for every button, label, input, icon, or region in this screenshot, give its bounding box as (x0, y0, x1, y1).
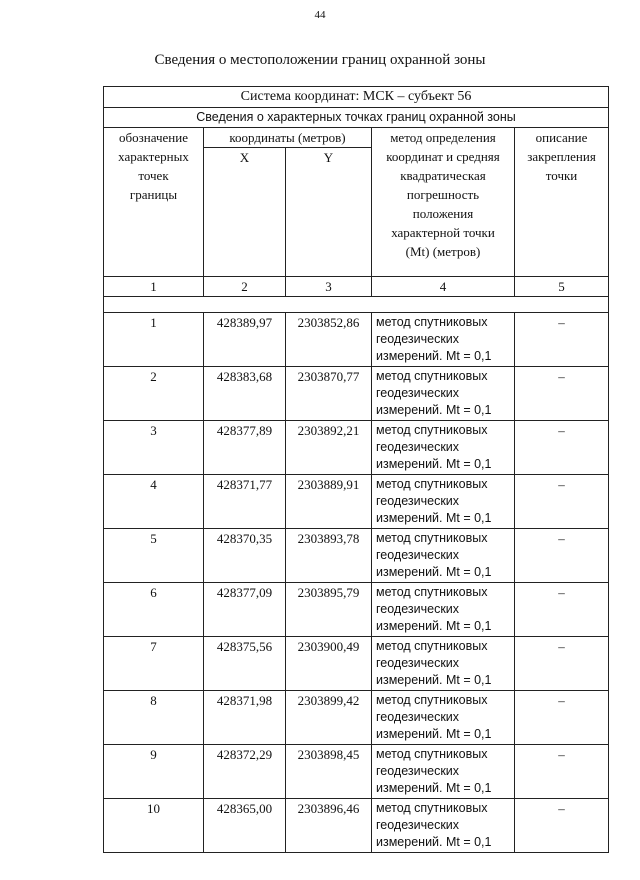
point-number: 7 (104, 637, 204, 691)
column-number: 3 (286, 277, 372, 297)
method-line: измерений. Mt = 0,1 (376, 835, 492, 849)
method-cell (372, 745, 515, 799)
point-number: 5 (104, 529, 204, 583)
x-coordinate: 428372,29 (204, 745, 286, 799)
method-cell (372, 637, 515, 691)
header-line: (Mt) (метров) (405, 244, 481, 259)
point-number: 4 (104, 475, 204, 529)
method-line: геодезических (376, 764, 460, 778)
method-line: метод спутниковых (376, 639, 488, 653)
method-line: геодезических (376, 548, 460, 562)
x-coordinate: 428375,56 (204, 637, 286, 691)
column-number: 5 (515, 277, 609, 297)
point-number: 6 (104, 583, 204, 637)
header-line: закрепления (527, 149, 596, 164)
method-line: геодезических (376, 602, 460, 616)
method-line: измерений. Mt = 0,1 (376, 619, 492, 633)
fixing-description: – (515, 421, 609, 475)
method-line: геодезических (376, 656, 460, 670)
header-line: точки (545, 168, 578, 183)
page-number: 44 (314, 9, 326, 21)
method-line: метод спутниковых (376, 585, 488, 599)
point-number: 10 (104, 799, 204, 853)
column-number: 2 (204, 277, 286, 297)
method-line: метод спутниковых (376, 693, 488, 707)
y-coordinate: 2303898,45 (286, 745, 372, 799)
x-coordinate: 428377,09 (204, 583, 286, 637)
table-row (104, 637, 609, 691)
x-coordinate: 428371,98 (204, 691, 286, 745)
header-x: X (204, 148, 286, 277)
fixing-description: – (515, 529, 609, 583)
fixing-description: – (515, 475, 609, 529)
method-line: геодезических (376, 818, 460, 832)
method-cell (372, 313, 515, 367)
table-row (104, 313, 609, 367)
method-line: измерений. Mt = 0,1 (376, 781, 492, 795)
info-row (104, 108, 609, 128)
fixing-description: – (515, 367, 609, 421)
y-coordinate: 2303896,46 (286, 799, 372, 853)
header-line: метод определения (390, 130, 496, 145)
method-line: геодезических (376, 386, 460, 400)
point-number: 1 (104, 313, 204, 367)
column-number: 4 (372, 277, 515, 297)
method-line: измерений. Mt = 0,1 (376, 565, 492, 579)
y-coordinate: 2303870,77 (286, 367, 372, 421)
boundary-points-table (103, 86, 609, 853)
method-cell (372, 799, 515, 853)
method-line: измерений. Mt = 0,1 (376, 511, 492, 525)
method-line: измерений. Mt = 0,1 (376, 673, 492, 687)
x-coordinate: 428371,77 (204, 475, 286, 529)
fixing-description: – (515, 313, 609, 367)
header-line: погрешность (406, 187, 480, 202)
y-coordinate: 2303899,42 (286, 691, 372, 745)
method-line: геодезических (376, 494, 460, 508)
column-numbers-row (104, 277, 609, 297)
table-row (104, 421, 609, 475)
x-coordinate: 428389,97 (204, 313, 286, 367)
method-cell (372, 475, 515, 529)
header-y: Y (286, 148, 372, 277)
header-line: характерной точки (391, 225, 495, 240)
info-cell: Сведения о характерных точках границ охранной зоны (104, 108, 609, 128)
point-number: 2 (104, 367, 204, 421)
method-cell (372, 421, 515, 475)
method-line: метод спутниковых (376, 747, 488, 761)
header-description (515, 128, 609, 277)
method-line: метод спутниковых (376, 369, 488, 383)
coordinate-system-cell: Система координат: МСК – субъект 56 (104, 87, 609, 108)
header-coordinates: координаты (метров) (204, 128, 372, 148)
y-coordinate: 2303900,49 (286, 637, 372, 691)
header-point-designation (104, 128, 204, 277)
method-cell (372, 691, 515, 745)
method-cell (372, 529, 515, 583)
header-line: квадратическая (400, 168, 486, 183)
point-number: 3 (104, 421, 204, 475)
header-line: границы (129, 187, 178, 202)
x-coordinate: 428383,68 (204, 367, 286, 421)
empty-cell (104, 297, 609, 313)
method-line: метод спутниковых (376, 315, 488, 329)
x-coordinate: 428377,89 (204, 421, 286, 475)
fixing-description: – (515, 583, 609, 637)
point-number: 9 (104, 745, 204, 799)
document-title: Сведения о местоположении границ охранной зоны (154, 52, 486, 68)
method-line: метод спутниковых (376, 477, 488, 491)
method-cell (372, 583, 515, 637)
column-number: 1 (104, 277, 204, 297)
table-row (104, 583, 609, 637)
empty-row (104, 297, 609, 313)
y-coordinate: 2303889,91 (286, 475, 372, 529)
y-coordinate: 2303895,79 (286, 583, 372, 637)
header-row-top (104, 128, 609, 148)
header-line: положения (412, 206, 474, 221)
y-coordinate: 2303893,78 (286, 529, 372, 583)
table-row (104, 799, 609, 853)
method-line: метод спутниковых (376, 801, 488, 815)
fixing-description: – (515, 691, 609, 745)
x-coordinate: 428365,00 (204, 799, 286, 853)
table-row (104, 475, 609, 529)
method-line: измерений. Mt = 0,1 (376, 403, 492, 417)
table-row (104, 367, 609, 421)
fixing-description: – (515, 637, 609, 691)
header-line: обозначение (119, 130, 188, 145)
method-line: измерений. Mt = 0,1 (376, 727, 492, 741)
table-row (104, 745, 609, 799)
point-number: 8 (104, 691, 204, 745)
method-line: метод спутниковых (376, 531, 488, 545)
coordinate-system-row (104, 87, 609, 108)
y-coordinate: 2303852,86 (286, 313, 372, 367)
method-line: геодезических (376, 440, 460, 454)
header-line: описание (535, 130, 588, 145)
table-row (104, 529, 609, 583)
x-coordinate: 428370,35 (204, 529, 286, 583)
method-line: измерений. Mt = 0,1 (376, 457, 492, 471)
method-line: измерений. Mt = 0,1 (376, 349, 492, 363)
header-line: координат и средняя (386, 149, 500, 164)
method-line: геодезических (376, 710, 460, 724)
header-line: характерных (118, 149, 189, 164)
y-coordinate: 2303892,21 (286, 421, 372, 475)
method-line: метод спутниковых (376, 423, 488, 437)
header-method (372, 128, 515, 277)
method-line: геодезических (376, 332, 460, 346)
fixing-description: – (515, 745, 609, 799)
fixing-description: – (515, 799, 609, 853)
header-line: точек (138, 168, 169, 183)
method-cell (372, 367, 515, 421)
table-row (104, 691, 609, 745)
